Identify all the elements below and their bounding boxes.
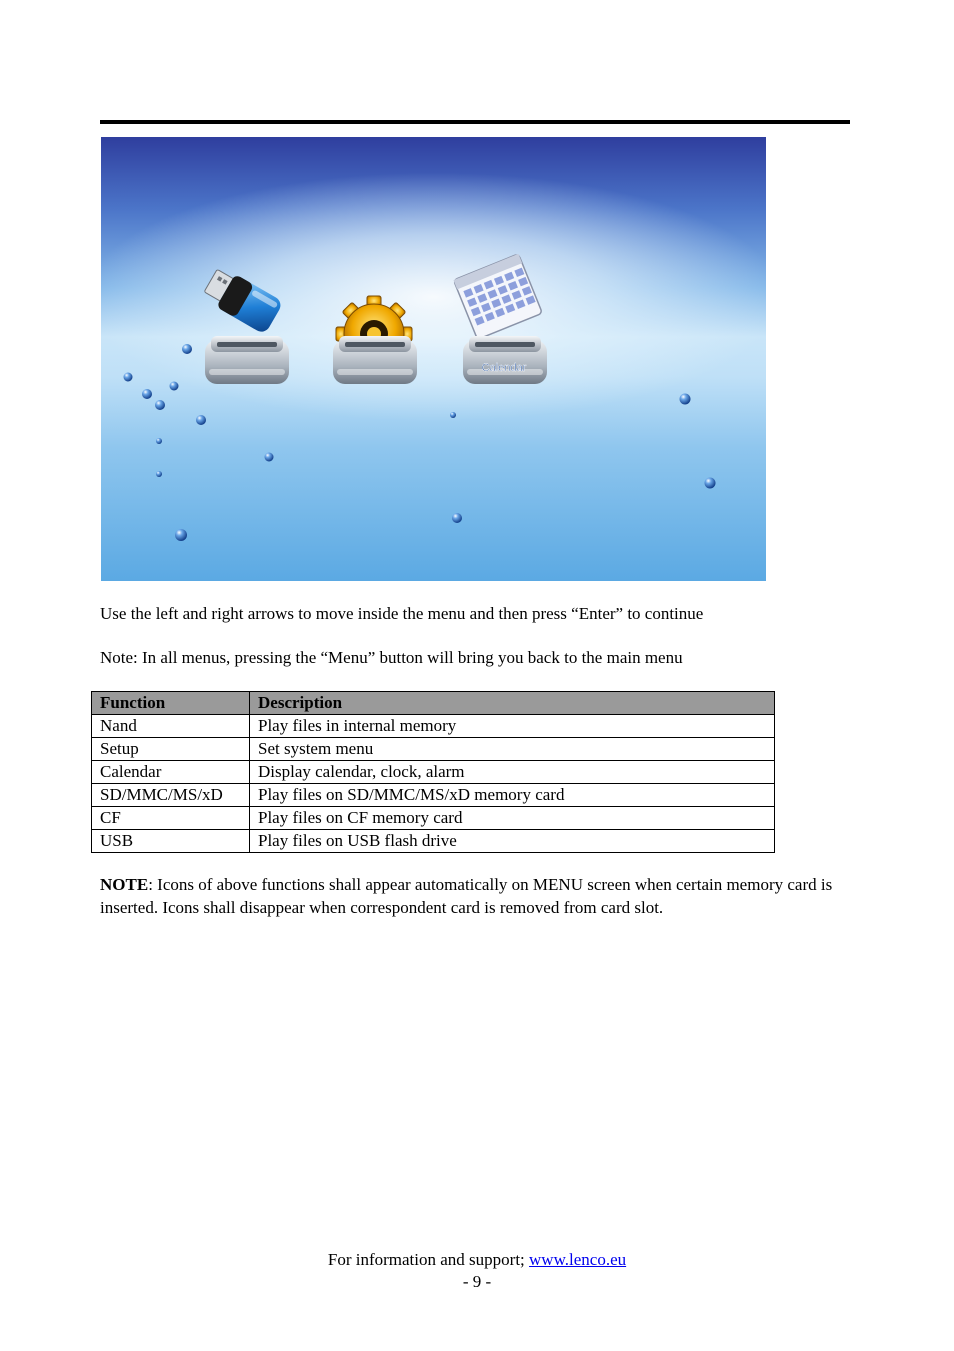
menu-screenshot	[101, 137, 766, 581]
header-function: Function	[92, 692, 250, 715]
menu-button-note: Note: In all menus, pressing the “Menu” button will bring you back to the main menu	[100, 648, 683, 667]
table-header-row	[92, 692, 775, 715]
usb-menu-icon[interactable]	[201, 265, 289, 384]
table-row	[92, 761, 775, 784]
description-cell: Play files on USB flash drive	[250, 830, 775, 853]
function-cell: CF	[92, 807, 250, 830]
support-link[interactable]: www.lenco.eu	[529, 1250, 627, 1269]
function-cell: Calendar	[92, 761, 250, 784]
note-text: : Icons of above functions shall appear automatically on MENU screen when certain memory card is inserted. Icons shall disappear when correspondent card is removed from card slot.	[100, 875, 833, 917]
usb-pedestal-icon	[205, 336, 289, 384]
description-cell: Play files in internal memory	[250, 715, 775, 738]
usb-drive-icon	[201, 265, 284, 335]
table-row	[92, 830, 775, 853]
description-cell: Display calendar, clock, alarm	[250, 761, 775, 784]
calendar-icon	[453, 254, 542, 340]
function-cell: USB	[92, 830, 250, 853]
table-row	[92, 784, 775, 807]
calendar-icon-label: Calendar	[481, 362, 527, 374]
calendar-pedestal-icon	[463, 336, 547, 384]
description-cell: Set system menu	[250, 738, 775, 761]
support-footer	[0, 1249, 954, 1271]
function-cell: SD/MMC/MS/xD	[92, 784, 250, 807]
function-cell: Setup	[92, 738, 250, 761]
function-table	[91, 691, 775, 853]
table-row	[92, 807, 775, 830]
setup-pedestal-icon	[333, 336, 417, 384]
table-row	[92, 715, 775, 738]
description-cell: Play files on CF memory card	[250, 807, 775, 830]
top-rule	[100, 120, 850, 124]
support-text: For information and support;	[327, 1250, 530, 1269]
header-description: Description	[250, 692, 775, 715]
note-label: NOTE	[100, 875, 149, 894]
calendar-menu-icon[interactable]	[453, 254, 547, 384]
arrows-instruction: Use the left and right arrows to move inside the menu and then press “Enter” to continue	[100, 604, 704, 623]
table-row	[92, 738, 775, 761]
setup-menu-icon[interactable]	[333, 296, 417, 384]
function-cell: Nand	[92, 715, 250, 738]
description-cell: Play files on SD/MMC/MS/xD memory card	[250, 784, 775, 807]
icons-note	[100, 874, 840, 919]
page-number: - 9 -	[462, 1272, 492, 1291]
